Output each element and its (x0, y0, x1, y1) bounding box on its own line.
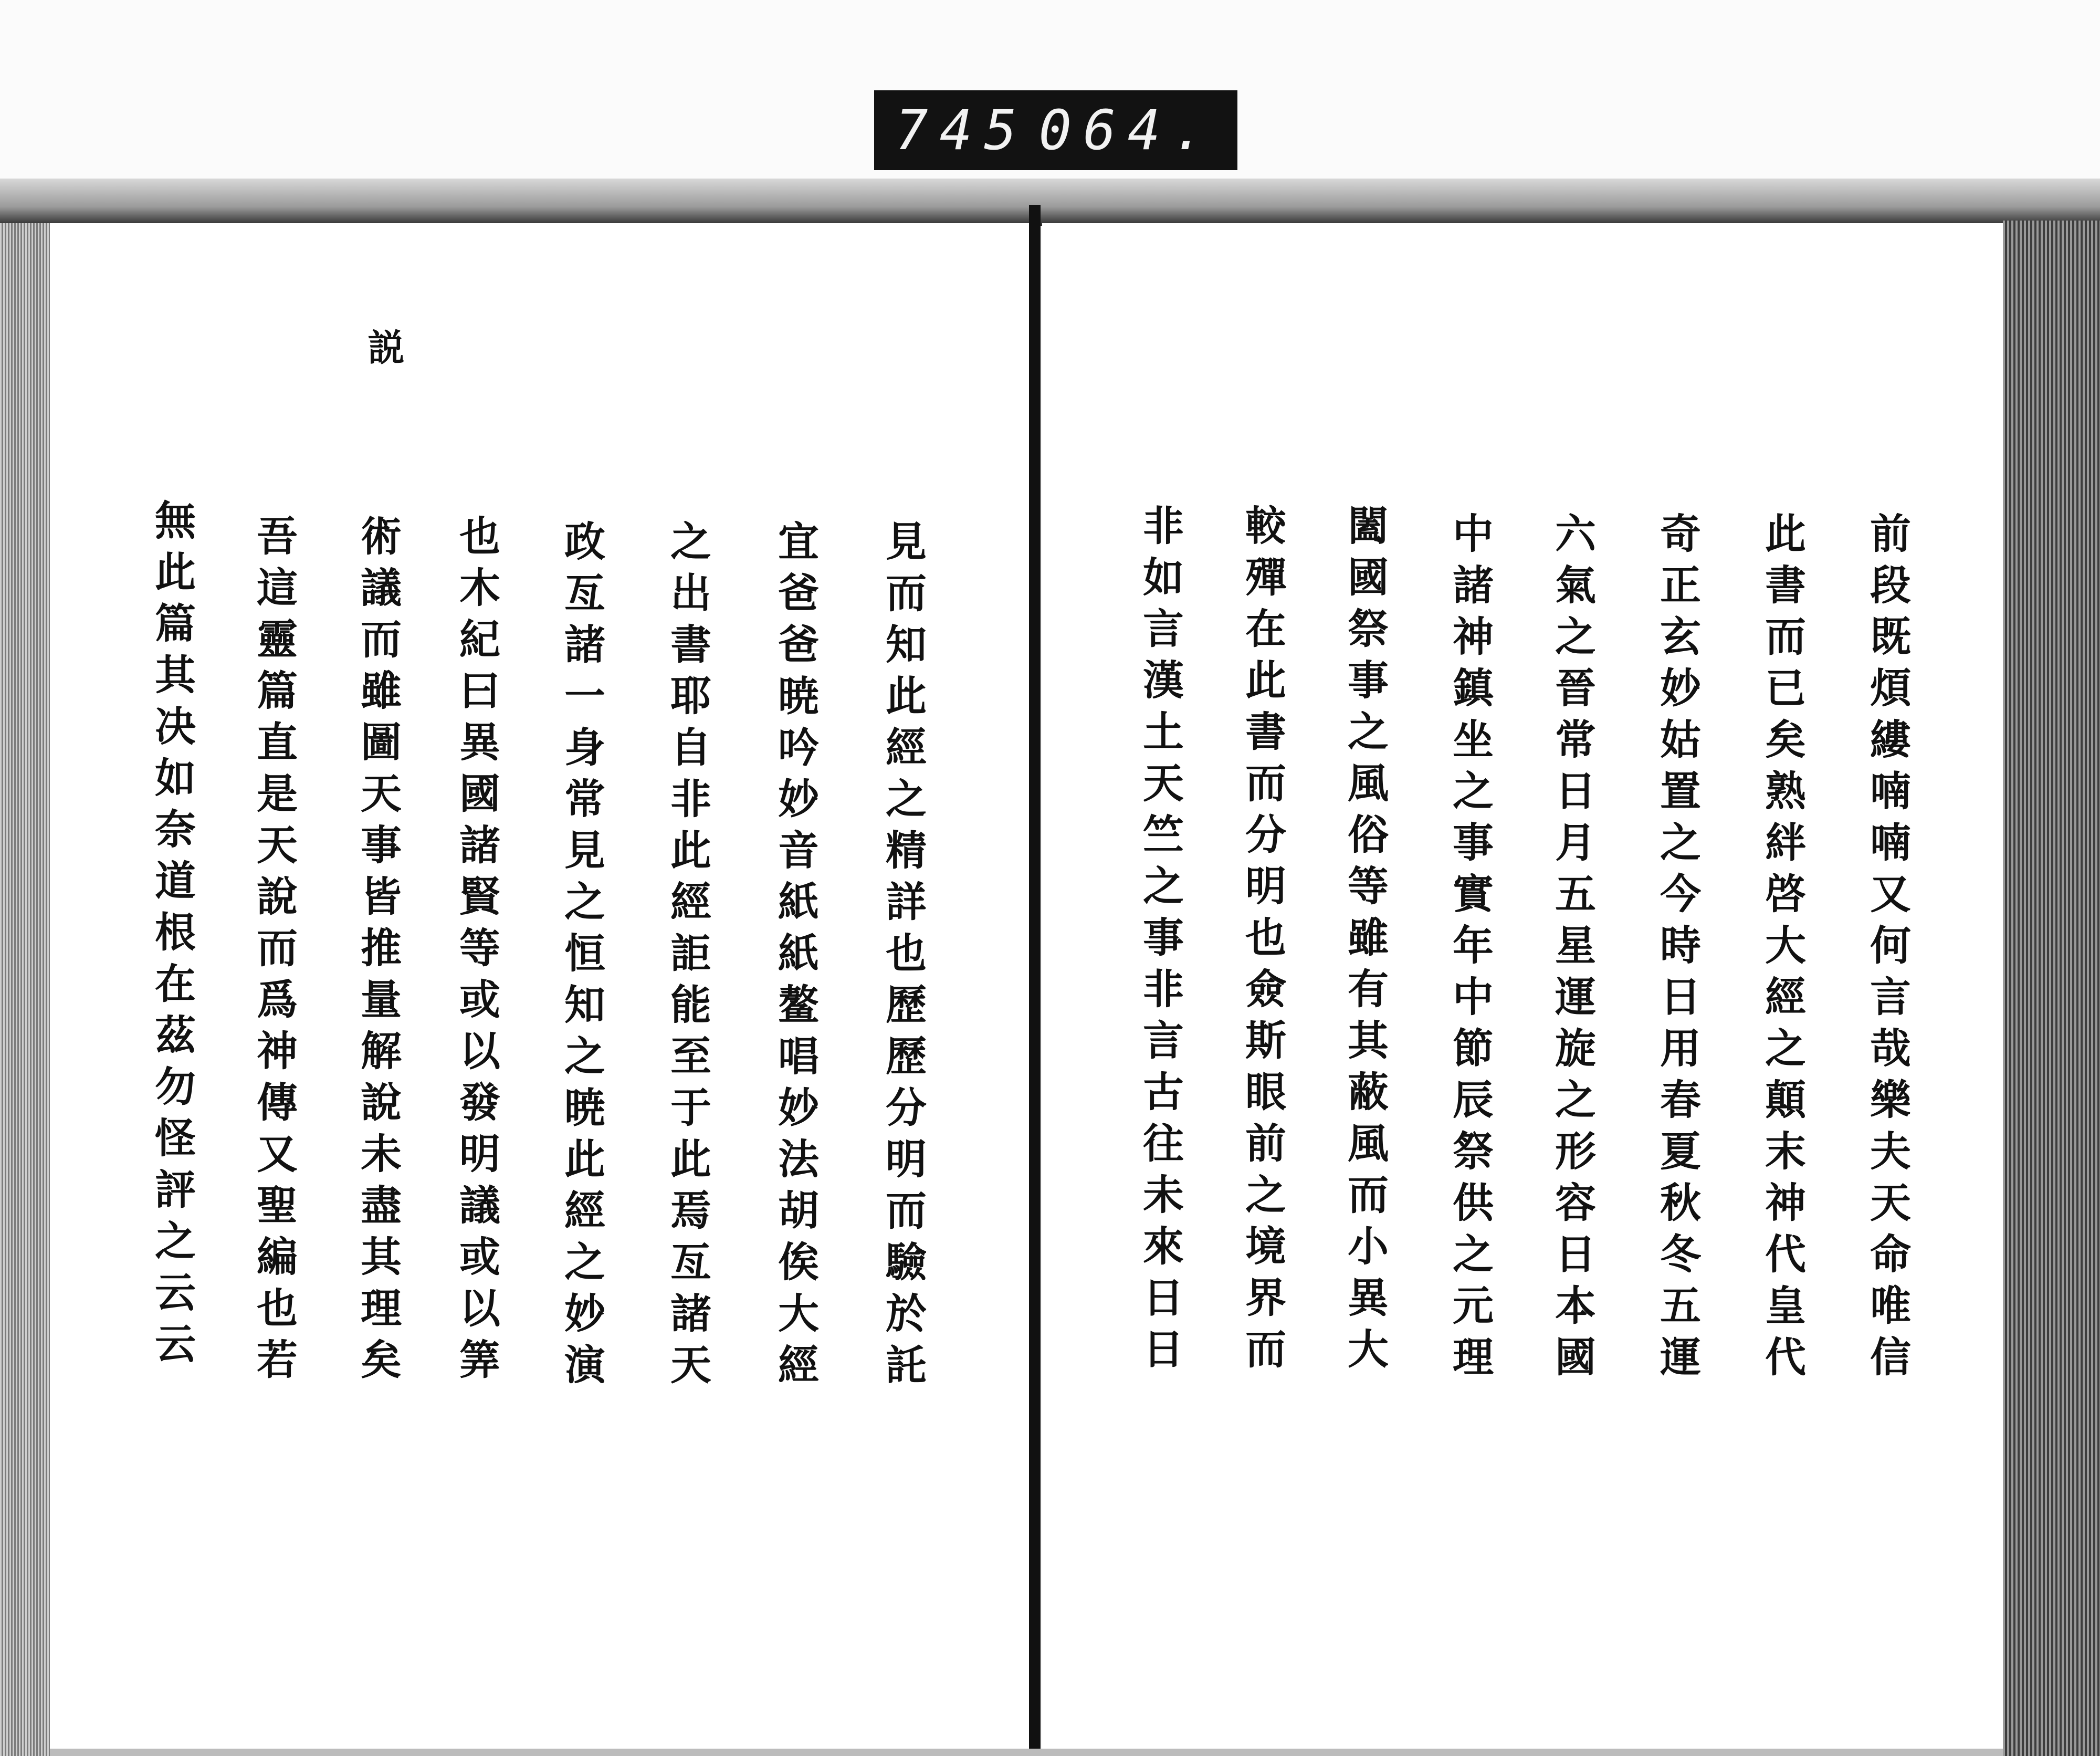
left-column-4: 政亙諸一身常見之恒知之暁此經之妙演 (558, 520, 605, 1395)
right-column-7: 較殫在此書而分明也僉斯眼前之境界而 (1238, 504, 1286, 1379)
right-column-5: 中諸神鎮坐之事實年中節辰祭供之元理 (1446, 512, 1494, 1387)
book-left-edge (0, 223, 52, 1756)
book-gutter (1029, 205, 1041, 1756)
right-column-4: 六氣之晉常日月五星運旋之形容日本國 (1548, 512, 1596, 1387)
right-page (1042, 223, 2003, 1756)
left-column-8: 無此篇其决如奈道根在茲勿怪評之云云 (148, 499, 196, 1374)
frame-number: 064. (1038, 98, 1216, 162)
right-column-2: 此書而已矣熟絆啓大經之顛末神代皇代 (1758, 512, 1806, 1387)
book-top-edge (0, 179, 2100, 226)
reel-label (874, 90, 1237, 170)
reel-number: 745 (895, 98, 1028, 162)
right-column-6: 闔國祭事之風俗等雖有其蔽風而小異大 (1341, 504, 1389, 1379)
running-head: 説 (362, 328, 405, 365)
book-bottom-edge (50, 1749, 2003, 1756)
book-right-edge (2003, 221, 2100, 1756)
left-column-5: 也木紀曰異國諸賢等或以發明議或以筭 (453, 515, 500, 1389)
left-column-2: 宜爸爸暁吟妙音紙紙鳌唱妙法胡俟大經 (771, 520, 819, 1395)
right-column-1: 前段既煩縷喃喃又何言哉樂夫天命唯信 (1863, 512, 1911, 1387)
left-column-6: 術議而雖圖天事皆推量解說未盡其理矣 (354, 515, 402, 1389)
left-column-3: 之出書耶自非此經詎能至于此焉亙諸天 (664, 520, 711, 1395)
right-column-8: 非如言漢土天竺之事非言古往未來日日 (1136, 504, 1184, 1379)
right-column-3: 奇正玄妙姑置之今時日用春夏秋冬五運 (1653, 512, 1701, 1387)
left-column-7: 吾這靈篇直是天說而爲神傳又聖編也若 (250, 515, 298, 1389)
left-column-1: 見而知此經之精詳也歷歷分明而驗於託 (879, 520, 927, 1395)
